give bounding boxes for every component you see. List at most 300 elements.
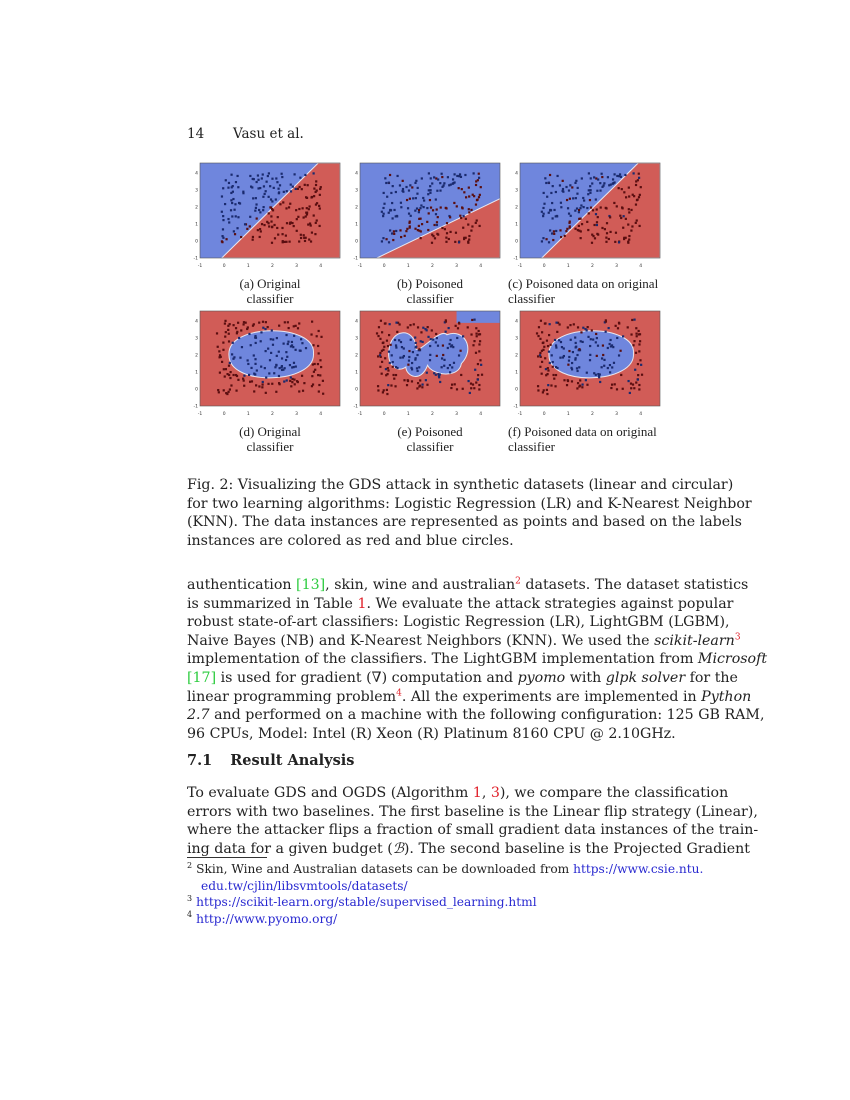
data-point — [541, 331, 543, 333]
data-point — [265, 376, 267, 378]
data-point — [257, 179, 259, 181]
data-point — [381, 331, 383, 333]
data-point — [608, 184, 610, 186]
data-point — [308, 208, 310, 210]
data-point — [536, 332, 538, 334]
x-tick-label: 0 — [382, 412, 386, 417]
data-point — [248, 374, 250, 376]
data-point — [570, 215, 572, 217]
data-point — [317, 345, 319, 347]
data-point — [410, 215, 412, 217]
data-point — [480, 364, 482, 366]
data-point — [436, 190, 438, 192]
data-point — [549, 229, 551, 231]
data-point — [576, 354, 578, 356]
data-point — [572, 197, 574, 199]
data-point — [270, 206, 272, 208]
data-point — [382, 215, 384, 217]
data-point — [435, 341, 437, 343]
data-point — [299, 177, 301, 179]
data-point — [389, 209, 391, 211]
data-point — [231, 353, 233, 355]
data-point — [255, 197, 257, 199]
data-point — [310, 224, 312, 226]
data-point — [277, 188, 279, 190]
y-tick-label: 4 — [355, 319, 358, 325]
x-tick-label: -1 — [357, 264, 363, 269]
data-point — [475, 333, 477, 335]
data-point — [247, 363, 249, 365]
data-point — [232, 358, 234, 360]
data-point — [470, 383, 472, 385]
data-point — [575, 346, 577, 348]
data-point — [311, 232, 313, 234]
data-point — [427, 326, 429, 328]
data-point — [420, 204, 422, 206]
data-point — [382, 207, 384, 209]
data-point — [395, 191, 397, 193]
data-point — [250, 367, 252, 369]
data-point — [441, 176, 443, 178]
data-point — [319, 359, 321, 361]
data-point — [431, 182, 433, 184]
y-tick-label: 1 — [355, 222, 358, 228]
data-point — [408, 222, 410, 224]
data-point — [479, 194, 481, 196]
data-point — [385, 238, 387, 240]
data-point — [581, 383, 583, 385]
data-point — [552, 185, 554, 187]
data-point — [575, 342, 577, 344]
data-point — [393, 378, 395, 380]
data-point — [286, 190, 288, 192]
data-point — [426, 207, 428, 209]
data-point — [538, 326, 540, 328]
data-point — [396, 367, 398, 369]
data-point — [385, 374, 387, 376]
data-point — [218, 350, 220, 352]
data-point — [630, 209, 632, 211]
data-point — [316, 190, 318, 192]
reference-link[interactable]: 4 — [396, 687, 402, 698]
data-point — [310, 196, 312, 198]
data-point — [585, 379, 587, 381]
data-point — [286, 356, 288, 358]
data-point — [619, 350, 621, 352]
data-point — [322, 380, 324, 382]
url-link[interactable]: https://www.csie.ntu. — [573, 862, 704, 876]
data-point — [458, 175, 460, 177]
data-point — [472, 383, 474, 385]
data-point — [545, 374, 547, 376]
scatter-plot — [192, 159, 344, 270]
data-point — [608, 238, 610, 240]
data-point — [448, 238, 450, 240]
data-point — [637, 179, 639, 181]
data-point — [578, 348, 580, 350]
data-point — [588, 212, 590, 214]
data-point — [296, 230, 298, 232]
data-point — [465, 196, 467, 198]
data-point — [389, 323, 391, 325]
data-point — [391, 354, 393, 356]
data-point — [260, 340, 262, 342]
data-point — [565, 186, 567, 188]
data-point — [411, 362, 413, 364]
data-point — [547, 367, 549, 369]
data-point — [545, 182, 547, 184]
data-point — [384, 177, 386, 179]
data-point — [252, 197, 254, 199]
data-point — [543, 346, 545, 348]
data-point — [310, 333, 312, 335]
data-point — [564, 235, 566, 237]
body-line — [187, 614, 730, 631]
data-point — [395, 230, 397, 232]
data-point — [218, 356, 220, 358]
data-point — [594, 237, 596, 239]
data-point — [614, 383, 616, 385]
data-point — [230, 384, 232, 386]
data-point — [279, 367, 281, 369]
data-point — [278, 325, 280, 327]
data-point — [402, 180, 404, 182]
data-point — [552, 217, 554, 219]
data-point — [310, 240, 312, 242]
data-point — [582, 341, 584, 343]
text-span: ), we compare the classification — [499, 785, 729, 801]
data-point — [478, 388, 480, 390]
y-tick-label: 2 — [195, 205, 198, 211]
data-point — [387, 369, 389, 371]
data-point — [381, 373, 383, 375]
data-point — [458, 241, 460, 243]
data-point — [303, 234, 305, 236]
data-point — [221, 195, 223, 197]
x-tick-label: 2 — [590, 264, 594, 269]
data-point — [429, 354, 431, 356]
data-point — [250, 186, 252, 188]
data-point — [555, 322, 557, 324]
data-point — [479, 340, 481, 342]
data-point — [624, 174, 626, 176]
data-point — [263, 185, 265, 187]
data-point — [275, 177, 277, 179]
data-point — [569, 225, 571, 227]
data-point — [283, 191, 285, 193]
data-point — [285, 241, 287, 243]
data-point — [574, 210, 576, 212]
data-point — [568, 360, 570, 362]
data-point — [258, 322, 260, 324]
y-tick-label: -1 — [513, 256, 518, 262]
data-point — [291, 344, 293, 346]
footnote — [187, 862, 703, 876]
data-point — [253, 178, 255, 180]
data-point — [618, 187, 620, 189]
data-point — [568, 356, 570, 358]
data-point — [223, 389, 225, 391]
data-point — [586, 384, 588, 386]
data-point — [409, 184, 411, 186]
data-point — [268, 225, 270, 227]
text-span: , — [481, 785, 491, 801]
data-point — [263, 224, 265, 226]
data-point — [595, 213, 597, 215]
data-point — [314, 233, 316, 235]
data-point — [462, 227, 464, 229]
data-point — [426, 372, 428, 374]
data-point — [275, 364, 277, 366]
data-point — [296, 218, 298, 220]
data-point — [282, 201, 284, 203]
data-point — [407, 326, 409, 328]
data-point — [616, 175, 618, 177]
data-point — [555, 230, 557, 232]
data-point — [551, 202, 553, 204]
data-point — [305, 196, 307, 198]
data-point — [264, 367, 266, 369]
data-point — [478, 330, 480, 332]
data-point — [383, 192, 385, 194]
data-point — [246, 328, 248, 330]
data-point — [228, 221, 230, 223]
data-point — [259, 228, 261, 230]
data-point — [274, 237, 276, 239]
data-point — [456, 175, 458, 177]
data-point — [392, 185, 394, 187]
data-point — [580, 237, 582, 239]
data-point — [388, 351, 390, 353]
data-point — [309, 205, 311, 207]
data-point — [249, 175, 251, 177]
body-line — [187, 576, 749, 593]
data-point — [478, 196, 480, 198]
data-point — [290, 376, 292, 378]
data-point — [294, 349, 296, 351]
subfigure-e — [352, 307, 504, 422]
body-line — [187, 651, 768, 668]
data-point — [400, 206, 402, 208]
data-point — [384, 322, 386, 324]
data-point — [451, 384, 453, 386]
data-point — [409, 324, 411, 326]
data-point — [384, 357, 386, 359]
data-point — [222, 228, 224, 230]
text-span: authentication — [187, 577, 297, 593]
data-point — [563, 355, 565, 357]
y-tick-label: 0 — [355, 387, 358, 393]
data-point — [228, 333, 230, 335]
data-point — [579, 207, 581, 209]
url-link[interactable]: https://scikit-learn.org/stable/supervised_learning.html — [196, 895, 537, 909]
data-point — [601, 173, 603, 175]
data-point — [451, 366, 453, 368]
data-point — [452, 178, 454, 180]
data-point — [318, 352, 320, 354]
data-point — [627, 326, 629, 328]
data-point — [599, 381, 601, 383]
data-point — [318, 205, 320, 207]
citation-link[interactable]: [13] — [296, 577, 326, 593]
data-point — [599, 373, 601, 375]
citation-link[interactable]: [17] — [187, 670, 217, 686]
data-point — [640, 364, 642, 366]
data-point — [320, 336, 322, 338]
data-point — [602, 344, 604, 346]
data-point — [281, 176, 283, 178]
x-tick-label: 1 — [406, 412, 410, 417]
data-point — [595, 374, 597, 376]
data-point — [379, 366, 381, 368]
reference-link[interactable]: 3 — [734, 632, 741, 643]
data-point — [618, 322, 620, 324]
data-point — [264, 328, 266, 330]
data-point — [386, 196, 388, 198]
data-point — [228, 182, 230, 184]
data-point — [568, 189, 570, 191]
data-point — [266, 181, 268, 183]
data-point — [379, 354, 381, 356]
data-point — [232, 191, 234, 193]
x-tick-label: 1 — [246, 264, 250, 269]
data-point — [542, 342, 544, 344]
data-point — [287, 341, 289, 343]
data-point — [428, 189, 430, 191]
data-point — [227, 325, 229, 327]
data-point — [616, 337, 618, 339]
text-span: ). The second baseline is the Projected Gradient — [403, 840, 750, 857]
data-point — [262, 173, 264, 175]
data-point — [416, 354, 418, 356]
data-point — [253, 354, 255, 356]
reference-link[interactable]: 1 — [472, 785, 482, 801]
y-tick-label: -1 — [513, 404, 518, 410]
data-point — [439, 189, 441, 191]
data-point — [415, 357, 417, 359]
body-line — [187, 670, 738, 686]
page-number: 14 — [187, 126, 205, 142]
data-point — [313, 214, 315, 216]
data-point — [408, 189, 410, 191]
data-point — [475, 203, 477, 205]
data-point — [315, 180, 317, 182]
data-point — [544, 322, 546, 324]
data-point — [308, 238, 310, 240]
data-point — [638, 196, 640, 198]
data-point — [541, 240, 543, 242]
data-point — [613, 362, 615, 364]
data-point — [537, 385, 539, 387]
data-point — [582, 327, 584, 329]
data-point — [229, 377, 231, 379]
data-point — [299, 186, 301, 188]
data-point — [422, 327, 424, 329]
data-point — [227, 187, 229, 189]
data-point — [443, 365, 445, 367]
running-header-authors: Vasu et al. — [233, 126, 304, 142]
data-point — [413, 323, 415, 325]
data-point — [442, 344, 444, 346]
data-point — [574, 182, 576, 184]
data-point — [473, 387, 475, 389]
data-point — [267, 175, 269, 177]
data-point — [409, 225, 411, 227]
data-point — [315, 222, 317, 224]
x-tick-label: -1 — [357, 412, 363, 417]
data-point — [429, 359, 431, 361]
data-point — [630, 387, 632, 389]
data-point — [567, 380, 569, 382]
data-point — [636, 219, 638, 221]
data-point — [597, 345, 599, 347]
data-point — [607, 176, 609, 178]
reference-link[interactable]: 3 — [490, 785, 500, 801]
data-point — [253, 390, 255, 392]
data-point — [631, 225, 633, 227]
data-point — [550, 384, 552, 386]
data-point — [456, 337, 458, 339]
data-point — [546, 393, 548, 395]
data-point — [537, 389, 539, 391]
data-point — [290, 385, 292, 387]
data-point — [288, 241, 290, 243]
data-point — [462, 335, 464, 337]
data-point — [639, 194, 641, 196]
data-point — [402, 188, 404, 190]
data-point — [313, 172, 315, 174]
data-point — [449, 231, 451, 233]
data-point — [618, 175, 620, 177]
data-point — [230, 199, 232, 201]
data-point — [555, 191, 557, 193]
footnote — [187, 912, 337, 926]
data-point — [608, 327, 610, 329]
x-tick-label: 1 — [566, 264, 570, 269]
url-link[interactable]: http://www.pyomo.org/ — [196, 911, 338, 926]
data-point — [244, 223, 246, 225]
reference-link[interactable]: 1 — [357, 595, 367, 612]
data-point — [568, 213, 570, 215]
data-point — [423, 206, 425, 208]
y-tick-label: -1 — [193, 256, 198, 262]
data-point — [638, 343, 640, 345]
data-point — [235, 327, 237, 329]
body-line — [187, 632, 741, 649]
data-point — [555, 346, 557, 348]
data-point — [261, 383, 263, 385]
data-point — [260, 366, 262, 368]
y-tick-label: -1 — [353, 256, 358, 262]
data-point — [419, 385, 421, 387]
data-point — [439, 373, 441, 375]
data-point — [437, 178, 439, 180]
data-point — [598, 376, 600, 378]
data-point — [467, 380, 469, 382]
data-point — [230, 209, 232, 211]
data-point — [377, 385, 379, 387]
data-point — [426, 221, 428, 223]
url-link[interactable]: edu.tw/cjlin/libsvmtools/datasets/ — [201, 878, 408, 893]
data-point — [542, 391, 544, 393]
reference-link[interactable]: 2 — [515, 576, 521, 587]
data-point — [602, 354, 604, 356]
data-point — [579, 385, 581, 387]
data-point — [261, 177, 263, 179]
data-point — [558, 323, 560, 325]
data-point — [568, 222, 570, 224]
data-point — [256, 181, 258, 183]
